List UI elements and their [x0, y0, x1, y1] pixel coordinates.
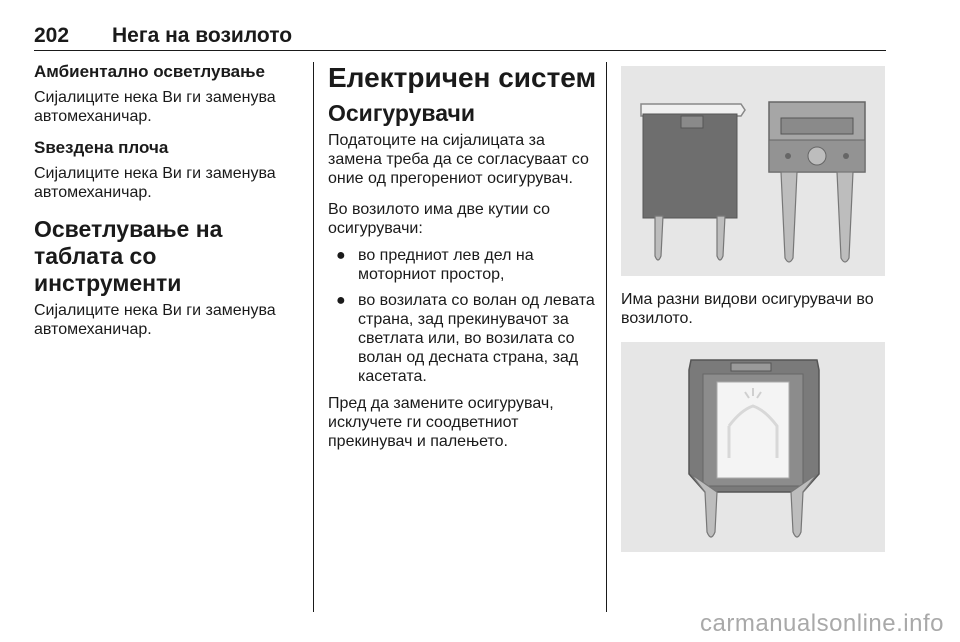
- page-header: [34, 24, 886, 50]
- list-item: ● во возилата со волан од левата страна, зад прекинувачот за светлата или, во возилата со волан од десната страна, зад касетата.: [336, 292, 595, 385]
- star-panel-heading: Ѕвездена плоча: [34, 138, 169, 157]
- header-divider: [34, 50, 886, 51]
- watermark: carmanualsonline.info: [700, 610, 944, 637]
- fuse-detail-illustration: [621, 342, 885, 552]
- bullet-icon: ●: [336, 292, 346, 309]
- fuse-intro-text: Податоците на сијалицата за замена треба да се согласуваат со оние од прегорениот осигурувач.: [328, 132, 589, 187]
- instrument-lighting-heading: Осветлување на таблата со инструменти: [34, 216, 223, 296]
- page-number: 202: [34, 24, 70, 47]
- left-column: [34, 62, 302, 351]
- fuse-box-list: [328, 246, 598, 386]
- column-divider-1: [313, 62, 314, 612]
- fuse-boxes-text: Во возилото има две кутии со осигурувачи:: [328, 201, 551, 237]
- fuse-types-caption: Има разни видови осигурувачи во возилото.: [621, 291, 874, 327]
- chapter-title: Нега на возилото: [112, 24, 293, 47]
- electrical-system-heading: Електричен систем: [328, 62, 597, 93]
- middle-column: [328, 62, 598, 463]
- fuses-heading: Осигурувачи: [328, 100, 475, 126]
- column-divider-2: [606, 62, 607, 612]
- star-panel-text: Сијалиците нека Ви ги заменува автомеханичар.: [34, 165, 276, 201]
- instrument-lighting-text: Сијалиците нека Ви ги заменува автомеханичар.: [34, 302, 276, 338]
- ambient-lighting-heading: Амбиентално осветлување: [34, 62, 266, 81]
- list-item: ● во предниот лев дел на моторниот простор,: [336, 247, 534, 283]
- right-column: [621, 62, 885, 552]
- fuse-types-illustration: [621, 66, 885, 276]
- bullet-icon: ●: [336, 247, 346, 264]
- fuse-closing-text: Пред да замените осигурувач, исклучете ги соодветниот прекинувач и палењето.: [328, 395, 554, 450]
- ambient-lighting-text: Сијалиците нека Ви ги заменува автомеханичар.: [34, 89, 276, 125]
- fuse-types-icon: [621, 66, 885, 276]
- fuse-detail-icon: [621, 342, 885, 552]
